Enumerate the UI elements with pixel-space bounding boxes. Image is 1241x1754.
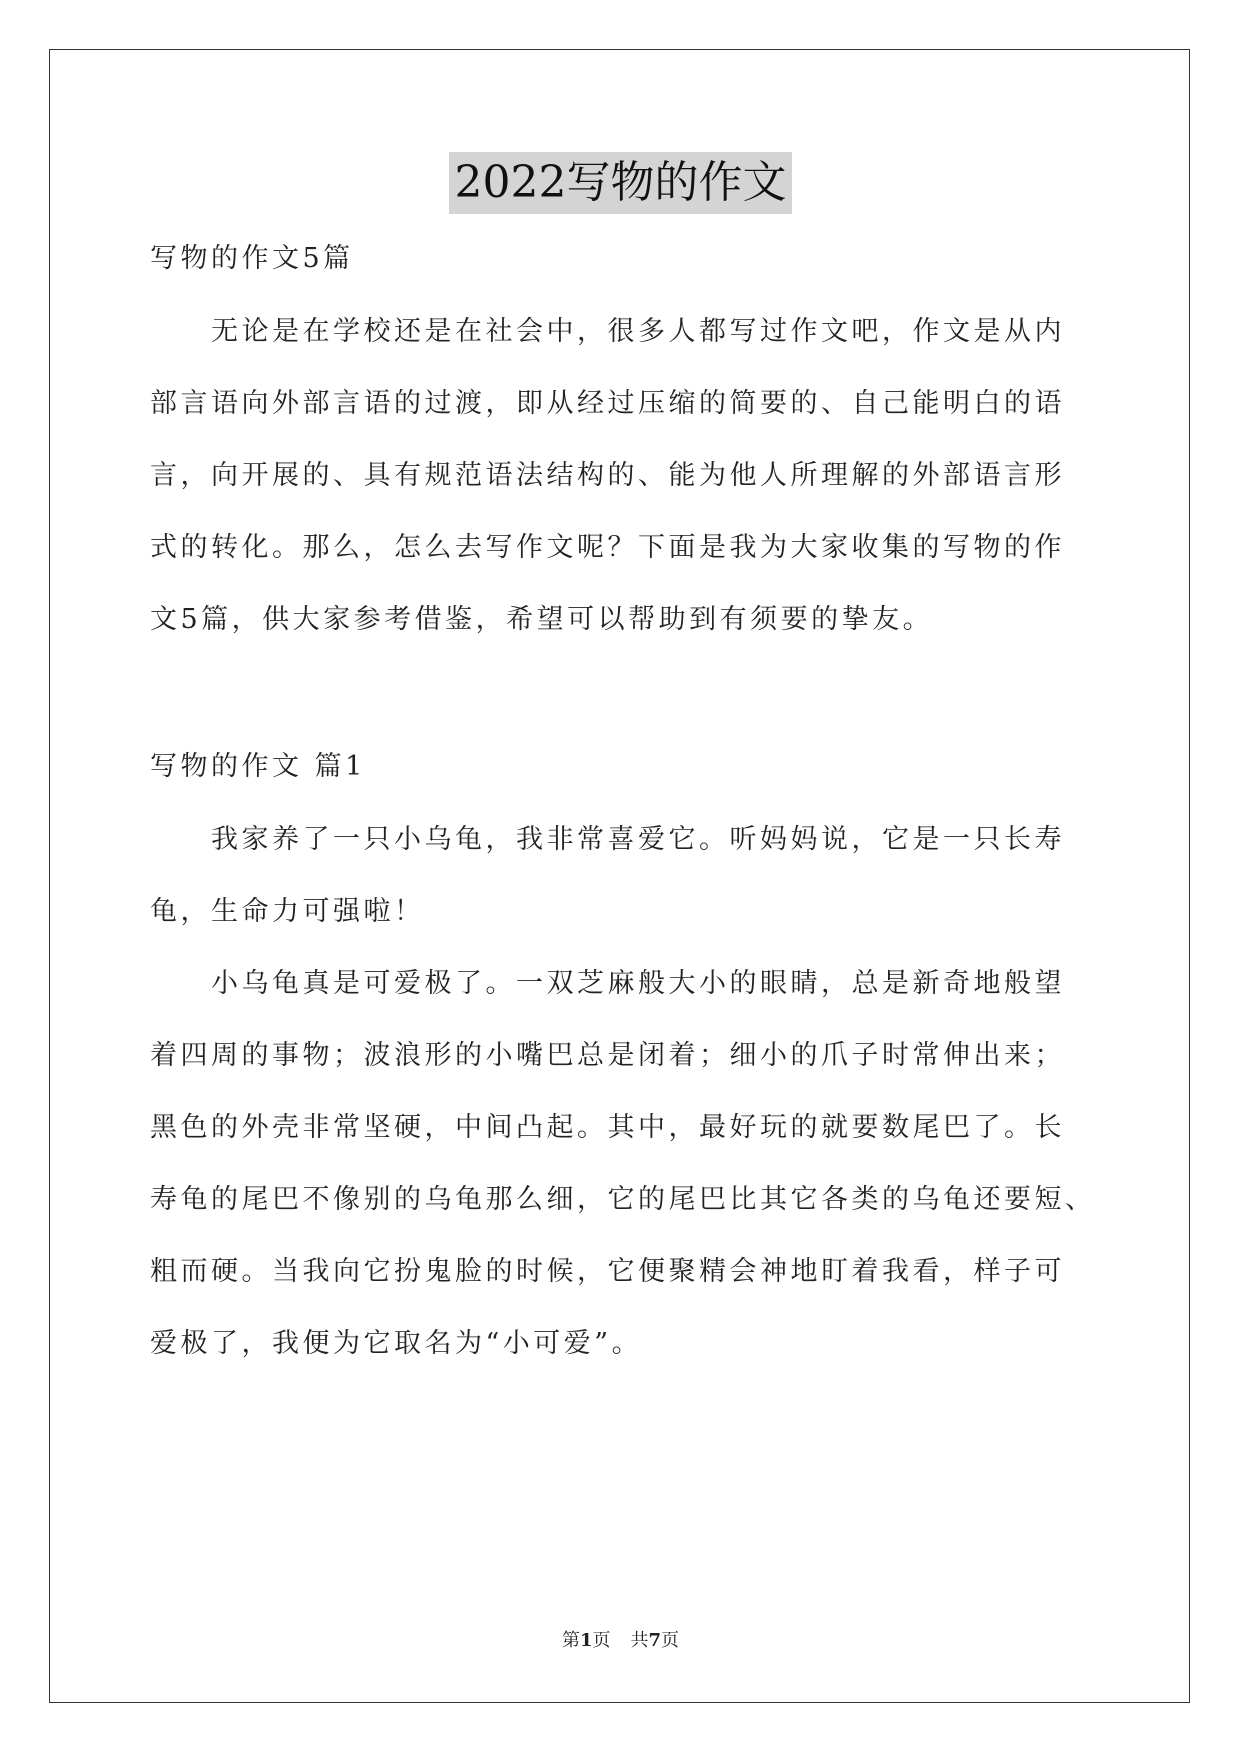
intro-line: 文5篇，供大家参考借鉴，希望可以帮助到有须要的挚友。: [150, 604, 934, 635]
body-line: 粗而硬。当我向它扮鬼脸的时候，它便聚精会神地盯着我看，样子可: [150, 1256, 1065, 1287]
subtitle: 写物的作文5篇: [150, 243, 354, 274]
total-prefix: 共: [630, 1630, 649, 1651]
intro-line: 言，向开展的、具有规范语法结构的、能为他人所理解的外部语言形: [150, 460, 1065, 491]
page-border: [49, 49, 1190, 1703]
body-line: 我家养了一只小乌龟，我非常喜爱它。听妈妈说，它是一只长寿: [211, 824, 1065, 855]
intro-line: 式的转化。那么，怎么去写作文呢？下面是我为大家收集的写物的作: [150, 532, 1065, 563]
page-suffix: 页: [592, 1630, 611, 1651]
body-line: 小乌龟真是可爱极了。一双芝麻般大小的眼睛，总是新奇地般望: [211, 968, 1065, 999]
body-line: 龟，生命力可强啦！: [150, 896, 425, 927]
intro-line: 部言语向外部言语的过渡，即从经过压缩的简要的、自己能明白的语: [150, 388, 1065, 419]
page-total: 7: [648, 1630, 662, 1651]
document-title: 2022写物的作文: [449, 152, 793, 214]
section-heading: 写物的作文 篇1: [150, 751, 366, 782]
page-prefix: 第: [561, 1630, 580, 1651]
page-current: 1: [579, 1630, 593, 1651]
body-line: 着四周的事物；波浪形的小嘴巴总是闭着；细小的爪子时常伸出来；: [150, 1040, 1065, 1071]
page-footer: [0, 1626, 1241, 1652]
body-line: 黑色的外壳非常坚硬，中间凸起。其中，最好玩的就要数尾巴了。长: [150, 1112, 1065, 1143]
body-line: 寿龟的尾巴不像别的乌龟那么细，它的尾巴比其它各类的乌龟还要短、: [150, 1184, 1096, 1215]
title-container: [0, 152, 1241, 214]
body-line: 爱极了，我便为它取名为“小可爱”。: [150, 1328, 643, 1359]
total-suffix: 页: [661, 1630, 680, 1651]
intro-line: 无论是在学校还是在社会中，很多人都写过作文吧，作文是从内: [211, 316, 1065, 347]
